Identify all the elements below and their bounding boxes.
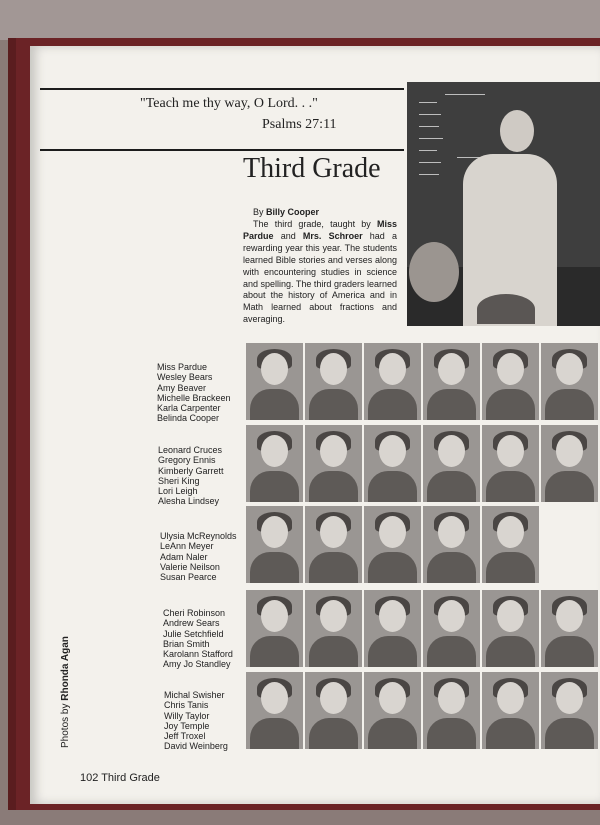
student-portrait (364, 590, 421, 667)
student-portrait (423, 506, 480, 583)
student-name: Leonard Cruces (158, 445, 223, 455)
student-name: Joy Temple (164, 720, 210, 731)
page-title: Third Grade (243, 153, 381, 184)
student-name: Willy Taylor (164, 710, 210, 721)
student-name: Karla Carpenter (157, 403, 221, 414)
names-row-3 (160, 531, 237, 582)
scripture-citation: Psalms 27:11 (262, 117, 337, 132)
student-portrait (423, 590, 480, 667)
student-portrait (364, 343, 421, 420)
story-text (243, 219, 397, 326)
names-row-1 (157, 362, 231, 424)
student-portrait (364, 425, 421, 502)
student-portrait (246, 506, 303, 583)
student-name: LeAnn Meyer (160, 541, 214, 552)
student-name: Jeff Troxel (164, 731, 206, 742)
student-name: Andrew Sears (163, 618, 220, 629)
student-name: Valerie Neilson (160, 561, 220, 572)
student-name: Wesley Bears (157, 372, 213, 383)
student-name: Alesha Lindsey (158, 496, 220, 507)
student-name: Lori Leigh (158, 486, 198, 497)
scan-background (0, 0, 600, 40)
student-name: Karolann Stafford (163, 649, 233, 660)
student-portrait (246, 590, 303, 667)
student-name: Julie Setchfield (163, 628, 224, 639)
scripture-quote: "Teach me thy way, O Lord. . ." (140, 96, 318, 111)
student-portrait (305, 425, 362, 502)
potted-plant (477, 294, 535, 324)
student-portrait (364, 506, 421, 583)
student-portrait (482, 425, 539, 502)
student-portrait (541, 672, 598, 749)
student-name: Sheri King (158, 475, 200, 486)
student-name: Chris Tanis (164, 700, 209, 711)
names-row-4 (163, 608, 233, 670)
bottom-rule (40, 149, 404, 151)
student-portrait (305, 590, 362, 667)
photo-credit-prefix: Photos by (60, 700, 71, 748)
names-row-5 (164, 690, 228, 752)
flower-vase (409, 242, 459, 302)
teacher-photo (407, 82, 600, 326)
student-name: Brian Smith (163, 638, 210, 649)
student-portrait (541, 590, 598, 667)
student-portrait (246, 425, 303, 502)
student-name: Miss Pardue (157, 362, 208, 372)
teacher-head (500, 110, 534, 152)
story-part-2: and (273, 230, 303, 241)
student-name: Michelle Brackeen (157, 392, 231, 403)
student-name: Adam Naler (160, 551, 208, 562)
student-portrait (246, 343, 303, 420)
byline-author: Billy Cooper (266, 207, 320, 217)
student-name: Ulysia McReynolds (160, 531, 237, 541)
student-portrait (541, 343, 598, 420)
student-portrait (305, 343, 362, 420)
student-portrait (482, 506, 539, 583)
student-portrait (541, 425, 598, 502)
student-portrait (305, 672, 362, 749)
student-name: Cheri Robinson (163, 608, 226, 618)
byline-prefix: By (253, 207, 267, 217)
student-portrait (482, 590, 539, 667)
student-portrait (423, 343, 480, 420)
student-name: Gregory Ennis (158, 455, 216, 466)
student-portrait (482, 343, 539, 420)
byline (253, 207, 319, 217)
names-row-2 (158, 445, 224, 507)
photographer-name: Rhonda Agan (60, 636, 71, 701)
teacher-name-1: Miss Pardue (243, 219, 397, 241)
teacher-name-2: Mrs. Schroer (302, 230, 363, 241)
story-part-1: The third grade, taught by (253, 219, 377, 229)
photo-credit (60, 636, 72, 748)
student-name: David Weinberg (164, 741, 228, 752)
student-portrait (305, 506, 362, 583)
student-name: Amy Jo Standley (163, 659, 231, 670)
student-name: Susan Pearce (160, 572, 217, 583)
student-name: Amy Beaver (157, 382, 207, 393)
student-portrait (364, 672, 421, 749)
student-name: Kimberly Garrett (158, 465, 224, 476)
student-name: Michal Swisher (164, 690, 225, 700)
student-portrait (482, 672, 539, 749)
story-part-3: had a rewarding year this year. The students learned Bible stories and verses along with encountering studies in science and spelling. The third graders learned about the history of America and in Math learned about fractions and averaging. (243, 230, 397, 325)
student-portrait (246, 672, 303, 749)
student-portrait (423, 672, 480, 749)
top-rule (40, 88, 404, 90)
page-footer: 102 Third Grade (80, 772, 160, 784)
student-portrait (423, 425, 480, 502)
student-name: Belinda Cooper (157, 413, 220, 424)
